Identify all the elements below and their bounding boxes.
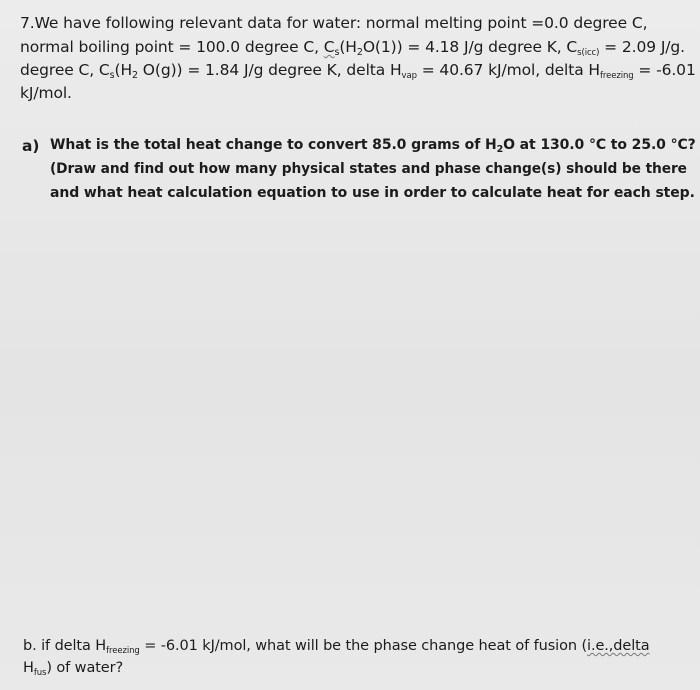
question-b-line-1: [23, 638, 650, 654]
intro-line-2-b: (H: [339, 38, 357, 56]
freezing-subscript: freezing: [599, 71, 634, 81]
vap-subscript: vap: [401, 71, 417, 81]
intro-line-1-text: 7.We have following relevant data for water: normal melting point =0.0 degree C,: [20, 14, 648, 32]
question-a-label: a): [22, 137, 40, 155]
question-a-line-1-a: What is the total heat change to convert 85.0 grams of H: [50, 137, 497, 153]
fus-subscript: fus: [33, 668, 47, 678]
specific-heat-symbol: $C_s$: [323, 38, 340, 58]
cs-subscript: s: [109, 70, 115, 81]
question-a-line-3: and what heat calculation equation to use in order to calculate heat for each step.: [50, 185, 695, 201]
question-b-line-2-a: H: [23, 660, 34, 676]
question-b-line-1-a: b. if delta H: [23, 638, 107, 654]
intro-line-3: [20, 61, 696, 79]
freezing-subscript: freezing: [106, 646, 140, 656]
question-a-line-2: (Draw and find out how many physical states and phase change(s) should be there: [50, 161, 687, 177]
question-b-line-2: [23, 660, 123, 676]
intro-line-2: [20, 38, 685, 56]
intro-line-2-d: = 2.09 J/g.: [599, 38, 685, 56]
ie-delta-text: i.e.,delta: [587, 638, 650, 654]
intro-line-4: [20, 84, 72, 102]
h2-subscript: 2: [496, 144, 504, 155]
intro-line-3-e: = -6.01: [633, 61, 696, 79]
intro-line-2-a: normal boiling point = 100.0 degree C,: [20, 38, 324, 56]
intro-line-3-c: O(g)) = 1.84 J/g degree K, delta H: [137, 61, 402, 79]
intro-line-2-c: O(1)) = 4.18 J/g degree K, C: [362, 38, 578, 56]
question-b-line-1-b: = -6.01 kJ/mol, what will be the phase change heat of fusion (: [139, 638, 588, 654]
h2-subscript: 2: [132, 70, 138, 81]
question-b-line-2-b: ) of water?: [46, 660, 124, 676]
h2-subscript: 2: [356, 47, 363, 58]
intro-line-4-text: kJ/mol.: [20, 84, 72, 102]
question-a-line-1-b: O at 130.0 °C to 25.0 °C?: [503, 137, 696, 153]
intro-line-3-b: (H: [114, 61, 133, 79]
intro-line-3-a: degree C, C: [20, 61, 110, 79]
intro-line-1: [20, 14, 647, 32]
intro-line-3-d: = 40.67 kJ/mol, delta H: [416, 61, 600, 79]
question-a-line-1: [50, 137, 696, 153]
ice-subscript: s(icc): [577, 48, 600, 58]
